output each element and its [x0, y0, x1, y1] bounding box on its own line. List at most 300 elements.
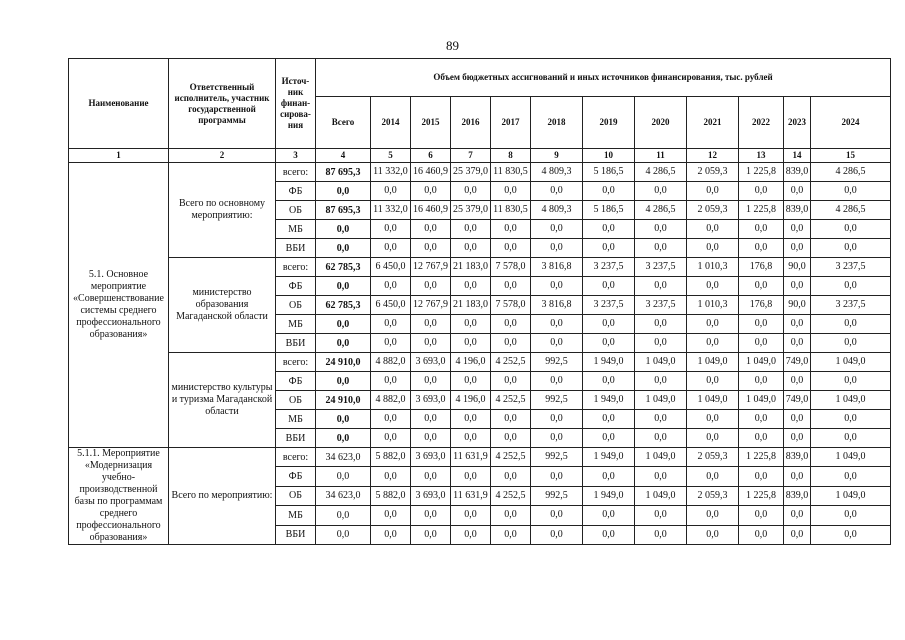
year-value: 4 286,5 [811, 163, 891, 182]
executor-name: министерство образования Магаданской области [169, 258, 276, 353]
column-number: 1 [69, 149, 169, 163]
year-value: 0,0 [583, 410, 635, 429]
year-value: 16 460,9 [411, 163, 451, 182]
funding-source: МБ [276, 506, 316, 525]
year-value: 0,0 [371, 277, 411, 296]
year-value: 5 882,0 [371, 448, 411, 467]
year-value: 0,0 [739, 182, 784, 201]
year-value: 0,0 [811, 467, 891, 486]
year-value: 0,0 [687, 220, 739, 239]
year-value: 3 816,8 [531, 258, 583, 277]
year-value: 992,5 [531, 391, 583, 410]
year-value: 0,0 [784, 220, 811, 239]
total-value: 62 785,3 [316, 258, 371, 277]
year-value: 0,0 [784, 467, 811, 486]
year-value: 0,0 [635, 220, 687, 239]
year-value: 0,0 [451, 506, 491, 525]
year-value: 0,0 [635, 277, 687, 296]
year-value: 0,0 [687, 277, 739, 296]
year-value: 0,0 [811, 410, 891, 429]
table-row [69, 258, 891, 277]
year-value: 3 693,0 [411, 391, 451, 410]
header-year: 2017 [491, 97, 531, 149]
year-value: 0,0 [491, 410, 531, 429]
total-value: 0,0 [316, 315, 371, 334]
funding-source: ВБИ [276, 525, 316, 544]
year-value: 749,0 [784, 391, 811, 410]
year-value: 11 631,9 [451, 486, 491, 505]
year-value: 4 252,5 [491, 486, 531, 505]
column-number: 12 [687, 149, 739, 163]
year-value: 11 332,0 [371, 163, 411, 182]
year-value: 4 286,5 [635, 163, 687, 182]
year-value: 0,0 [411, 372, 451, 391]
year-value: 839,0 [784, 486, 811, 505]
year-value: 0,0 [451, 525, 491, 544]
year-value: 1 225,8 [739, 201, 784, 220]
year-value: 1 049,0 [687, 353, 739, 372]
funding-source: ОБ [276, 486, 316, 505]
budget-table [68, 58, 891, 545]
year-value: 0,0 [531, 467, 583, 486]
year-value: 0,0 [739, 467, 784, 486]
year-value: 0,0 [739, 372, 784, 391]
year-value: 0,0 [411, 239, 451, 258]
year-value: 0,0 [784, 277, 811, 296]
year-value: 0,0 [635, 429, 687, 448]
year-value: 3 237,5 [811, 258, 891, 277]
year-value: 4 196,0 [451, 391, 491, 410]
header-year: 2015 [411, 97, 451, 149]
year-value: 0,0 [411, 525, 451, 544]
section-name: 5.1.1. Мероприятие «Модернизация учебно-производственной базы по программам среднего профессионального образования» [69, 448, 169, 545]
section-name: 5.1. Основное мероприятие «Совершенствование системы среднего профессионального образования» [69, 163, 169, 448]
year-value: 4 882,0 [371, 391, 411, 410]
funding-source: МБ [276, 315, 316, 334]
table-header [69, 59, 891, 163]
table-row [69, 353, 891, 372]
year-value: 0,0 [411, 182, 451, 201]
total-value: 24 910,0 [316, 391, 371, 410]
header-volume: Объем бюджетных ассигнований и иных источников финансирования, тыс. рублей [316, 59, 891, 97]
year-value: 0,0 [635, 467, 687, 486]
year-value: 0,0 [531, 239, 583, 258]
year-value: 0,0 [687, 429, 739, 448]
year-value: 0,0 [739, 429, 784, 448]
year-value: 0,0 [371, 239, 411, 258]
year-value: 0,0 [451, 182, 491, 201]
column-number: 15 [811, 149, 891, 163]
year-value: 7 578,0 [491, 296, 531, 315]
funding-source: ВБИ [276, 429, 316, 448]
year-value: 0,0 [811, 525, 891, 544]
year-value: 11 830,5 [491, 201, 531, 220]
year-value: 1 949,0 [583, 486, 635, 505]
year-value: 1 949,0 [583, 353, 635, 372]
year-value: 6 450,0 [371, 258, 411, 277]
year-value: 0,0 [635, 239, 687, 258]
year-value: 3 237,5 [583, 296, 635, 315]
year-value: 0,0 [451, 467, 491, 486]
year-value: 0,0 [411, 220, 451, 239]
column-number: 14 [784, 149, 811, 163]
total-value: 62 785,3 [316, 296, 371, 315]
year-value: 4 252,5 [491, 353, 531, 372]
year-value: 992,5 [531, 353, 583, 372]
header-year: 2020 [635, 97, 687, 149]
year-value: 0,0 [784, 506, 811, 525]
year-value: 2 059,3 [687, 163, 739, 182]
year-value: 0,0 [531, 277, 583, 296]
year-value: 0,0 [739, 315, 784, 334]
year-value: 0,0 [784, 429, 811, 448]
year-value: 0,0 [635, 525, 687, 544]
year-value: 5 186,5 [583, 201, 635, 220]
funding-source: ОБ [276, 391, 316, 410]
total-value: 0,0 [316, 410, 371, 429]
year-value: 2 059,3 [687, 486, 739, 505]
year-value: 0,0 [411, 315, 451, 334]
year-value: 3 237,5 [635, 296, 687, 315]
year-value: 839,0 [784, 201, 811, 220]
year-value: 0,0 [811, 220, 891, 239]
year-value: 0,0 [531, 525, 583, 544]
funding-source: ОБ [276, 201, 316, 220]
year-value: 0,0 [491, 372, 531, 391]
column-number: 5 [371, 149, 411, 163]
year-value: 0,0 [411, 410, 451, 429]
year-value: 0,0 [811, 429, 891, 448]
year-value: 0,0 [687, 372, 739, 391]
column-number: 7 [451, 149, 491, 163]
year-value: 0,0 [451, 429, 491, 448]
year-value: 0,0 [531, 182, 583, 201]
year-value: 0,0 [371, 506, 411, 525]
year-value: 1 049,0 [811, 486, 891, 505]
funding-source: ВБИ [276, 239, 316, 258]
year-value: 16 460,9 [411, 201, 451, 220]
year-value: 1 010,3 [687, 258, 739, 277]
year-value: 0,0 [811, 182, 891, 201]
year-value: 3 693,0 [411, 486, 451, 505]
year-value: 12 767,9 [411, 258, 451, 277]
year-value: 1 049,0 [635, 391, 687, 410]
funding-source: ФБ [276, 372, 316, 391]
year-value: 0,0 [371, 525, 411, 544]
year-value: 12 767,9 [411, 296, 451, 315]
year-value: 4 286,5 [635, 201, 687, 220]
year-value: 0,0 [491, 277, 531, 296]
year-value: 0,0 [687, 506, 739, 525]
year-value: 0,0 [411, 277, 451, 296]
year-value: 0,0 [583, 525, 635, 544]
year-value: 0,0 [811, 277, 891, 296]
year-value: 0,0 [635, 410, 687, 429]
total-value: 34 623,0 [316, 486, 371, 505]
year-value: 0,0 [739, 334, 784, 353]
year-value: 1 049,0 [739, 353, 784, 372]
header-year: 2014 [371, 97, 411, 149]
total-value: 0,0 [316, 277, 371, 296]
year-value: 0,0 [811, 239, 891, 258]
column-number: 13 [739, 149, 784, 163]
year-value: 4 252,5 [491, 448, 531, 467]
year-value: 176,8 [739, 258, 784, 277]
header-year: 2021 [687, 97, 739, 149]
year-value: 0,0 [687, 467, 739, 486]
year-value: 1 049,0 [687, 391, 739, 410]
year-value: 0,0 [583, 182, 635, 201]
year-value: 0,0 [451, 239, 491, 258]
funding-source: ФБ [276, 182, 316, 201]
year-value: 5 882,0 [371, 486, 411, 505]
year-value: 21 183,0 [451, 258, 491, 277]
year-value: 0,0 [411, 429, 451, 448]
year-value: 0,0 [411, 506, 451, 525]
year-value: 0,0 [583, 220, 635, 239]
column-number: 3 [276, 149, 316, 163]
year-value: 1 010,3 [687, 296, 739, 315]
year-value: 0,0 [371, 410, 411, 429]
year-value: 0,0 [531, 372, 583, 391]
year-value: 0,0 [491, 467, 531, 486]
year-value: 0,0 [371, 182, 411, 201]
year-value: 0,0 [411, 334, 451, 353]
executor-name: Всего по основному мероприятию: [169, 163, 276, 258]
total-value: 87 695,3 [316, 201, 371, 220]
year-value: 0,0 [583, 506, 635, 525]
year-value: 0,0 [371, 315, 411, 334]
year-value: 0,0 [784, 410, 811, 429]
year-value: 0,0 [491, 182, 531, 201]
column-number: 8 [491, 149, 531, 163]
column-number: 9 [531, 149, 583, 163]
page-number: 89 [446, 38, 459, 53]
column-number: 4 [316, 149, 371, 163]
funding-source: МБ [276, 220, 316, 239]
year-value: 0,0 [811, 506, 891, 525]
year-value: 0,0 [371, 334, 411, 353]
year-value: 0,0 [583, 334, 635, 353]
header-year: 2018 [531, 97, 583, 149]
year-value: 1 049,0 [811, 448, 891, 467]
year-value: 0,0 [491, 506, 531, 525]
year-value: 0,0 [739, 277, 784, 296]
year-value: 0,0 [784, 239, 811, 258]
year-value: 25 379,0 [451, 163, 491, 182]
total-value: 0,0 [316, 220, 371, 239]
year-value: 0,0 [635, 506, 687, 525]
year-value: 0,0 [687, 525, 739, 544]
total-value: 0,0 [316, 239, 371, 258]
year-value: 0,0 [451, 277, 491, 296]
year-value: 839,0 [784, 163, 811, 182]
funding-source: всего: [276, 163, 316, 182]
year-value: 0,0 [531, 410, 583, 429]
year-value: 0,0 [635, 315, 687, 334]
year-value: 2 059,3 [687, 448, 739, 467]
year-value: 3 693,0 [411, 448, 451, 467]
funding-source: ФБ [276, 277, 316, 296]
year-value: 1 049,0 [635, 486, 687, 505]
year-value: 0,0 [491, 429, 531, 448]
year-value: 1 949,0 [583, 448, 635, 467]
header-source: Источ-ник финан-сирова-ния [276, 59, 316, 149]
year-value: 11 830,5 [491, 163, 531, 182]
year-value: 0,0 [784, 372, 811, 391]
funding-source: МБ [276, 410, 316, 429]
funding-source: ФБ [276, 467, 316, 486]
year-value: 0,0 [371, 429, 411, 448]
year-value: 0,0 [531, 506, 583, 525]
year-value: 839,0 [784, 448, 811, 467]
table-row [69, 448, 891, 467]
year-value: 0,0 [451, 315, 491, 334]
year-value: 176,8 [739, 296, 784, 315]
year-value: 0,0 [739, 239, 784, 258]
year-value: 4 286,5 [811, 201, 891, 220]
year-value: 4 809,3 [531, 201, 583, 220]
year-value: 0,0 [811, 334, 891, 353]
year-value: 1 049,0 [635, 353, 687, 372]
column-number: 11 [635, 149, 687, 163]
year-value: 749,0 [784, 353, 811, 372]
year-value: 0,0 [451, 220, 491, 239]
year-value: 0,0 [687, 315, 739, 334]
year-value: 0,0 [411, 467, 451, 486]
year-value: 3 693,0 [411, 353, 451, 372]
total-value: 0,0 [316, 525, 371, 544]
year-value: 1 225,8 [739, 163, 784, 182]
year-value: 4 252,5 [491, 391, 531, 410]
total-value: 87 695,3 [316, 163, 371, 182]
header-year: 2022 [739, 97, 784, 149]
total-value: 0,0 [316, 372, 371, 391]
year-value: 0,0 [583, 239, 635, 258]
year-value: 3 237,5 [583, 258, 635, 277]
total-value: 24 910,0 [316, 353, 371, 372]
year-value: 0,0 [687, 239, 739, 258]
header-year: 2019 [583, 97, 635, 149]
header-year: 2023 [784, 97, 811, 149]
year-value: 0,0 [784, 182, 811, 201]
year-value: 1 225,8 [739, 448, 784, 467]
total-value: 0,0 [316, 429, 371, 448]
total-value: 0,0 [316, 334, 371, 353]
year-value: 0,0 [451, 334, 491, 353]
year-value: 11 631,9 [451, 448, 491, 467]
column-number-row [69, 149, 891, 163]
year-value: 0,0 [531, 429, 583, 448]
funding-source: ВБИ [276, 334, 316, 353]
year-value: 0,0 [531, 315, 583, 334]
executor-name: Всего по мероприятию: [169, 448, 276, 545]
year-value: 992,5 [531, 448, 583, 467]
year-value: 0,0 [451, 410, 491, 429]
executor-name: министерство культуры и туризма Магаданской области [169, 353, 276, 448]
year-value: 0,0 [811, 372, 891, 391]
year-value: 0,0 [583, 429, 635, 448]
year-value: 0,0 [687, 410, 739, 429]
year-value: 1 225,8 [739, 486, 784, 505]
year-value: 0,0 [583, 277, 635, 296]
year-value: 992,5 [531, 486, 583, 505]
year-value: 3 237,5 [635, 258, 687, 277]
year-value: 5 186,5 [583, 163, 635, 182]
year-value: 21 183,0 [451, 296, 491, 315]
column-number: 10 [583, 149, 635, 163]
funding-source: всего: [276, 448, 316, 467]
year-value: 6 450,0 [371, 296, 411, 315]
year-value: 7 578,0 [491, 258, 531, 277]
header-year: 2024 [811, 97, 891, 149]
year-value: 0,0 [491, 334, 531, 353]
funding-source: ОБ [276, 296, 316, 315]
year-value: 0,0 [739, 525, 784, 544]
year-value: 0,0 [784, 525, 811, 544]
year-value: 0,0 [491, 525, 531, 544]
year-value: 0,0 [371, 220, 411, 239]
year-value: 0,0 [739, 410, 784, 429]
column-number: 2 [169, 149, 276, 163]
year-value: 1 049,0 [811, 391, 891, 410]
total-value: 34 623,0 [316, 448, 371, 467]
year-value: 90,0 [784, 296, 811, 315]
header-total: Всего [316, 97, 371, 149]
year-value: 0,0 [635, 372, 687, 391]
funding-source: всего: [276, 353, 316, 372]
year-value: 0,0 [687, 182, 739, 201]
year-value: 0,0 [491, 315, 531, 334]
year-value: 2 059,3 [687, 201, 739, 220]
total-value: 0,0 [316, 467, 371, 486]
header-name: Наименование [69, 59, 169, 149]
year-value: 3 237,5 [811, 296, 891, 315]
year-value: 1 049,0 [811, 353, 891, 372]
year-value: 0,0 [583, 467, 635, 486]
year-value: 0,0 [451, 372, 491, 391]
year-value: 1 049,0 [635, 448, 687, 467]
year-value: 90,0 [784, 258, 811, 277]
year-value: 0,0 [784, 315, 811, 334]
year-value: 3 816,8 [531, 296, 583, 315]
year-value: 4 809,3 [531, 163, 583, 182]
year-value: 0,0 [583, 372, 635, 391]
total-value: 0,0 [316, 182, 371, 201]
year-value: 0,0 [635, 182, 687, 201]
year-value: 0,0 [531, 220, 583, 239]
year-value: 0,0 [739, 220, 784, 239]
table-row [69, 163, 891, 182]
year-value: 25 379,0 [451, 201, 491, 220]
year-value: 11 332,0 [371, 201, 411, 220]
year-value: 0,0 [811, 315, 891, 334]
total-value: 0,0 [316, 506, 371, 525]
year-value: 0,0 [739, 506, 784, 525]
year-value: 0,0 [371, 372, 411, 391]
table-body [69, 163, 891, 545]
funding-source: всего: [276, 258, 316, 277]
year-value: 0,0 [531, 334, 583, 353]
year-value: 0,0 [491, 239, 531, 258]
year-value: 0,0 [583, 315, 635, 334]
column-number: 6 [411, 149, 451, 163]
year-value: 0,0 [687, 334, 739, 353]
year-value: 4 196,0 [451, 353, 491, 372]
header-year: 2016 [451, 97, 491, 149]
year-value: 0,0 [784, 334, 811, 353]
year-value: 0,0 [491, 220, 531, 239]
